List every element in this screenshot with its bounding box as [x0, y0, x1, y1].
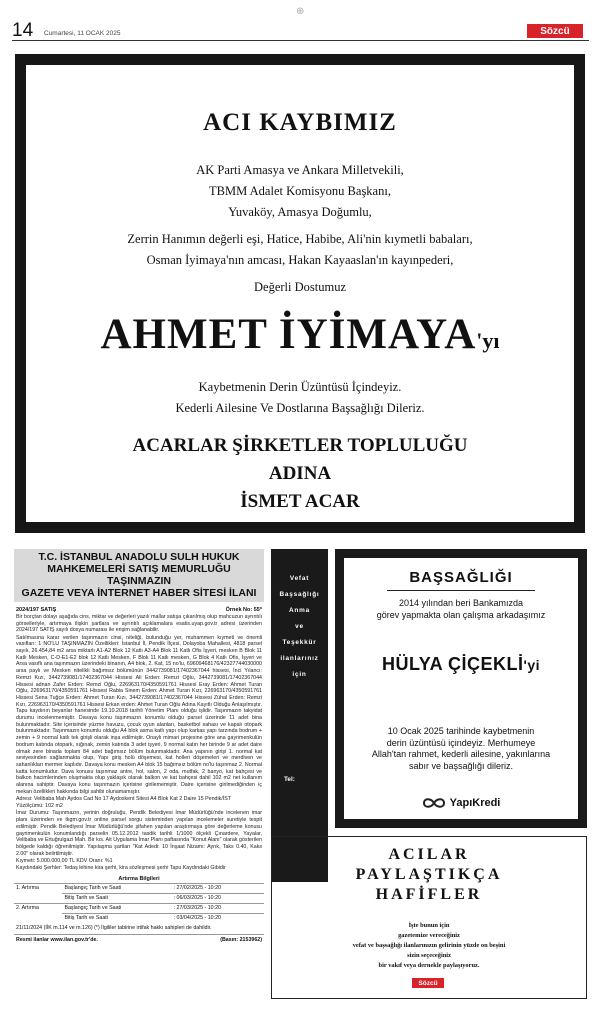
auction-end-label: Bitiş Tarih ve Saati	[62, 893, 171, 903]
legal-notice	[14, 549, 264, 997]
page-number: 14	[12, 20, 34, 41]
obituary-title: ACI KAYBIMIZ	[203, 109, 397, 136]
deceased-name-text: AHMET İYİMAYA	[100, 311, 477, 358]
legal-paragraph: Yüzölçümü: 102 m2	[16, 803, 63, 810]
acilar-body-line: vefat ve başsağlığı ilanlarınızın gelirinin yüzde on beşini	[352, 942, 506, 949]
strip-line: Anma	[289, 607, 310, 614]
condolence-message-line: derin üzüntüsü içindeyiz. Merhumeye	[386, 737, 536, 748]
legal-footer-link[interactable]: Resmi ilanlar www.ilan.gov.tr'de.	[16, 937, 98, 944]
legal-heading-line: MAHKEMELERİ SATIŞ MEMURLUĞU TAŞINMAZIN	[47, 563, 231, 587]
condolence-title: BAŞSAĞLIĞI	[409, 569, 513, 586]
acilar-title-line: PAYLAŞTIKÇA	[355, 866, 503, 883]
legal-notice-body	[14, 613, 264, 872]
auction-start-label: Başlangıç Tarih ve Saati	[62, 903, 171, 913]
acilar-body	[272, 921, 586, 971]
bank-logo	[344, 797, 578, 809]
legal-footnote: 21/11/2024 (İİK m.114 ve m.126) (*) İlgililer tabirine irtifak hakkı sahipleri de dahildir.	[16, 924, 212, 931]
auction-end-label: Bitiş Tarih ve Saati	[62, 913, 171, 923]
condolence-name	[344, 654, 578, 675]
obituary-ad	[15, 54, 585, 533]
bank-name: YapıKredi	[449, 797, 501, 809]
strip-line: ve	[295, 623, 304, 630]
condolence-box-inner	[344, 558, 578, 819]
auction-label: 1. Artırma	[14, 883, 62, 903]
table-row	[14, 883, 264, 893]
strip-tel-label: Tel:	[284, 776, 295, 783]
legal-paragraph: Satılmasına karar verilen taşınmazın cinsi, niteliği, bulunduğu yer, muhammen kıymeti ve önemli vasıfları: 1 NO'LU TAŞINMAZIN Özellikleri: İstanbul İl, Pendik İlçesi, Dolayoba Mahallesi, 4818 parsel sayılı, 26.454,84 m2 arsa miktarlı A1-A2 Blok 12 Katlı A3-A4 Blok 11 Katlı Ofis İşyeri, mesken B Blok 11 Katlı Mesken, C-D-E1-E2 blok 12 Katlı Mesken, F Blok 11 Katlı mesken, G Blok 4 Katlı Ofis, İşyeri ve Arsa vasıflı ana taşınmazın üzerindeki binanın, A4 blok, 2. Kat, 15 no'lu, 69609468176/42327744030000 arsa paylı ve Mesken nitelikli bağımsız bölümünün 3442739081/17402367044 hissesi, İnci Yılancı: Remzi Kızı, 3442739081/17402367044 Hissesi Ali Erden: Remzi Oğlu, 3442739081/17402367044 Hissesi adnan Zafer Erden: Remzi Oğlu, 226963170/4350591761 Hissesi Eray Erden: Ahmet Turan Oğlu, 226963170/4350591761 Hissesi Rabia Sinem Erden: Ahmet Turan Kızı, 226963170/4350591761 Hissesi Sena Tuğçe Erden: Ahmet Turan Kızı, 3442739081/17402367044 Hissesi Zühal Erden: Remzi Kızı, 226963170/4350591761 Hissesi Erkan erden: Ahmet Turan Oğlu Adına Kayıtlı Olduğu Anlaşılmıştır. Tapu kaydının beyanlar hanesinde 19.10.2018 tarihli Yönetim Planı olduğu işlidir. Taşınmazın takyidat durumu incelenmemiştir. Davaya konu taşınmazın konumlu olduğu parsel üzerinde 11 adet bina bulunmaktadır. Site içerisinde yüzme havuzu, çocuk oyun alanları, basketbol sahası ve kapalı otopark bulunmaktadır. Taşınmazın konumlu olduğu A4 blok asma katlı yapı olup karkas yapı tarzında bodrum + zemin + 9 normal katlı tek girişli olarak inşa edilmiştir. Onaylı mimari projesine göre ana gayrimenkulün bodrum katında otopark, sığınak, zemin katında 3 adet işyeri, 9 normal katın her birinde 9 ar adet daire olmak zere binada toplam 84 adet bağımsız bölüm bulunmaktadır. Ana yapının girişi 1. normal kat seviyesinden sağlanmakta olup, Yapı giriş holü döşemesi, kat holleri döşemeleri ve merdiven ve sahanlıkları mermer kaplıdır. Davaya konu mesken A4 blok 15 bağımsız bölüm no'lu taşınmaz 2. Normal katta konumludur. Dava konusu taşınmaz antre, hol, salon, 2 oda, mutfak, 2 banyo, kat bahçesi ve balkon hacimlerinden oluşmakta olup yaklaşık olarak balkon ve kat bahçesi dahil 102 m2 net kullanım alanına sahiptir. Davaya konu taşınmazın içerisine girilememiştir. Daire içerisine girilmediğinden iç mekan özellikleri hakkında bilgi sahibi olunamamıştır.	[16, 634, 262, 795]
strip-line: ilanlarınız	[280, 655, 319, 662]
condolence-message-line: 10 Ocak 2025 tarihinde kaybetmenin	[387, 726, 535, 736]
strip-line: Vefat	[289, 575, 310, 582]
condolence-message	[344, 726, 578, 772]
auction-start-label: Başlangıç Tarih ve Saati	[62, 883, 171, 893]
legal-paragraph: İmar Durumu: Taşınmazın, yerinin doğruluğu, Pendik Belediyesi İmar Müdürlüğü'nde incelenen imar planı üzerinden ve tkgm.gov.tr online parsel sorgu sisteminden yapılan incelemeler suretiyle tespit edilmiştir. Pendik Belediyesi İmar Müdürlüğü'nde şifahen yapılan araştırmaya göre değerleme konusu gayrimenkulün konumlandığı parselin 05.12.2012 tasdik tarihli 1/1000 ölçekli Çınardere, Yayalar, Velibaba ve Ertuğrulgazi Mah. Bir kıs. Ait Uygulama İmar Planı paftasında "Konut Alanı" olarak gösterilen bölgede kaldığı öğrenilmiştir. Yapılaşma şartları "Kat Adedi: 10 İnşaat Nizamı: Ayrık, Taks 0.40, Kaks 2.00" olarak belirtilmiştir.	[16, 810, 262, 857]
auction-table	[14, 883, 264, 923]
signature-line: ACARLAR ŞİRKETLER TOPLULUĞU	[132, 435, 468, 456]
auction-heading: Artırma Bilgileri	[118, 875, 160, 882]
header-rule	[12, 40, 589, 41]
acilar-sozcu-logo: Sözcü	[412, 978, 444, 988]
condolence-name-suffix: 'yi	[523, 657, 541, 673]
obituary-text	[26, 160, 574, 298]
strip-line: Başsağlığı	[279, 591, 320, 598]
strip-line: için	[292, 671, 307, 678]
acilar-body-line: bir vakıf veya dernekle paylaşıyoruz.	[378, 962, 480, 969]
legal-paragraph: Adresi: Velibaba Mah Aydos Cad No 17 Aydoskent Sitesi A4 Blok Kat 2 Daire 15 Pendik/İST	[16, 795, 232, 802]
obituary-intro-line: TBMM Adalet Komisyonu Başkanı,	[209, 184, 391, 198]
condolence-message-line: Allah'tan rahmet, kederli ailesine, yakınlarına	[371, 749, 551, 759]
condolence-box	[335, 549, 587, 828]
condolence-intro	[344, 598, 578, 621]
acilar-promo-box	[271, 836, 587, 999]
legal-paragraph: Kıymeti: 5.000.000,00 TL KDV Oranı: %1	[16, 857, 113, 864]
acilar-body-line: gazetemize vereceğiniz	[398, 932, 460, 939]
acilar-title	[272, 845, 586, 905]
obituary-condolence	[26, 377, 574, 419]
legal-paragraph: Kaydındaki Şerhler: Tedaş lehine kira şerhi, kira sözleşmesi şerhi Tapu Kaydındaki Gibidir	[16, 865, 226, 872]
legal-notice-meta	[14, 602, 264, 613]
legal-paragraph: Bir borçtan dolayı aşağıda cins, miktar ve değerleri yazılı mallar satışa çıkarılmış olup mahcuzun ayrıntılı görselleriyle, artırmaya ilişkin şartlara ve ayrıntılı açıklamalara esatis.uyap.gov.tr adresi üzerinden 2024/197 SATIŞ sayılı dosya numarası ile erişim sağlanabilir.	[16, 614, 262, 634]
condolence-line: Kaybetmenin Derin Üzüntüsü İçindeyiz.	[198, 380, 402, 394]
obituary-family-line: Zerrin Hanımın değerli eşi, Hatice, Habibe, Ali'nin kıymetli babaları,	[127, 232, 473, 246]
obituary-intro-line: Yuvaköy, Amasya Doğumlu,	[228, 205, 372, 219]
legal-heading-line: GAZETE VEYA İNTERNET HABER SİTESİ İLANI	[21, 587, 257, 599]
vefat-ad-strip	[271, 549, 328, 882]
condolence-intro-line: görev yapmakta olan çalışma arkadaşımız	[376, 609, 546, 620]
obituary-intro-line: AK Parti Amasya ve Ankara Milletvekili,	[196, 163, 404, 177]
obituary-friend-line: Değerli Dostumuz	[254, 280, 346, 294]
press-code: (Basın: 2153962)	[220, 937, 262, 944]
auction-start: : 27/02/2025 - 10:20	[172, 883, 264, 893]
sozcu-logo: Sözcü	[527, 24, 583, 38]
auction-start: : 27/03/2025 - 10:20	[172, 903, 264, 913]
yapikredi-logo-icon	[422, 797, 446, 809]
legal-notice-heading	[14, 549, 264, 602]
obituary-signature	[26, 432, 574, 516]
signature-line: İSMET ACAR	[240, 491, 360, 512]
acilar-title-line: ACILAR	[388, 846, 470, 863]
condolence-title-rule	[387, 590, 535, 591]
legal-footer	[14, 934, 264, 943]
vefat-strip-text	[271, 575, 328, 687]
table-row	[14, 903, 264, 913]
signature-line: ADINA	[268, 463, 332, 484]
auction-end: : 06/03/2025 - 10:20	[172, 893, 264, 903]
form-number: Örnek No: 55*	[225, 607, 262, 613]
acilar-body-line: sizin seçeceğiniz	[407, 952, 451, 959]
legal-heading-line: T.C. İSTANBUL ANADOLU SULH HUKUK	[38, 551, 240, 563]
auction-end: : 03/04/2025 - 10:20	[172, 913, 264, 923]
condolence-name-text: HÜLYA ÇİÇEKLİ	[381, 654, 524, 674]
condolence-line: Kederli Ailesine Ve Dostlarına Başsağlığı Dileriz.	[175, 401, 425, 415]
obituary-family-line: Osman İyimaya'nın amcası, Hakan Kayaaslan'ın kayınpederi,	[146, 253, 454, 267]
case-number: 2024/197 SATIŞ	[16, 607, 57, 613]
acilar-body-line: İşte bunun için	[408, 922, 450, 929]
condolence-intro-line: 2014 yılından beri Bankamızda	[398, 598, 524, 608]
deceased-name	[26, 310, 574, 359]
auction-label: 2. Artırma	[14, 903, 62, 923]
acilar-title-line: HAFİFLER	[375, 886, 483, 903]
issue-date: Cumartesi, 11 OCAK 2025	[44, 30, 121, 37]
deceased-name-suffix: 'yı	[476, 328, 500, 353]
condolence-message-line: sabır ve başsağlığı dileriz.	[408, 760, 514, 771]
strip-line: Teşekkür	[282, 639, 317, 646]
registration-mark-icon: ⊕	[296, 6, 305, 17]
